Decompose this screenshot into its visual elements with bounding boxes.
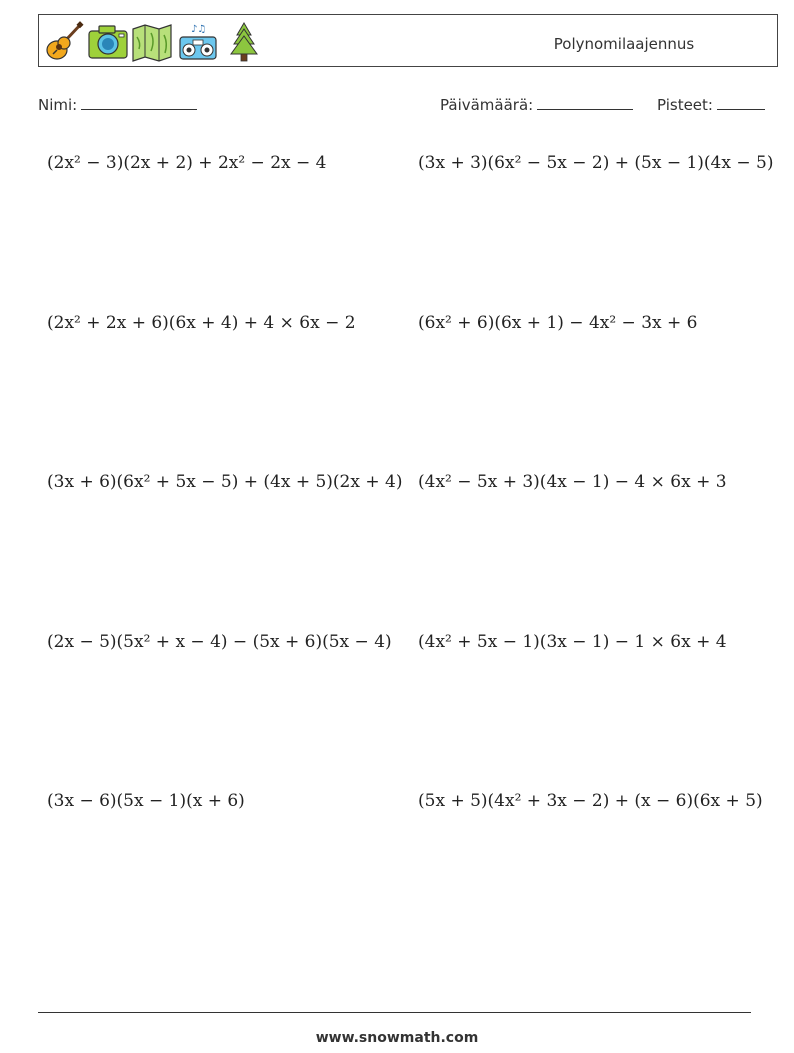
svg-text:♪♫: ♪♫	[191, 24, 207, 35]
problem-9: (3x − 6)(5x − 1)(x + 6)	[47, 791, 245, 811]
footer-divider	[38, 1012, 751, 1013]
problem-7: (2x − 5)(5x² + x − 4) − (5x + 6)(5x − 4)	[47, 632, 392, 652]
name-field[interactable]	[38, 94, 197, 114]
score-blank[interactable]	[717, 94, 765, 110]
date-field[interactable]	[440, 94, 633, 114]
tree-icon	[223, 21, 265, 63]
problem-4: (6x² + 6)(6x + 1) − 4x² − 3x + 6	[418, 313, 698, 333]
worksheet-header	[38, 14, 778, 67]
problem-6: (4x² − 5x + 3)(4x − 1) − 4 × 6x + 3	[418, 472, 727, 492]
problem-2: (3x + 3)(6x² − 5x − 2) + (5x − 1)(4x − 5)	[418, 153, 774, 173]
problem-5: (3x + 6)(6x² + 5x − 5) + (4x + 5)(2x + 4)	[47, 472, 403, 492]
radio-icon	[177, 21, 219, 63]
date-blank[interactable]	[537, 94, 633, 110]
score-label: Pisteet:	[657, 96, 713, 114]
problem-1: (2x² − 3)(2x + 2) + 2x² − 2x − 4	[47, 153, 327, 173]
problem-8: (4x² + 5x − 1)(3x − 1) − 1 × 6x + 4	[418, 632, 727, 652]
problem-3: (2x² + 2x + 6)(6x + 4) + 4 × 6x − 2	[47, 313, 356, 333]
guitar-icon	[43, 21, 85, 63]
name-blank[interactable]	[81, 94, 197, 110]
date-label: Päivämäärä:	[440, 96, 534, 114]
problem-10: (5x + 5)(4x² + 3x − 2) + (x − 6)(6x + 5)	[418, 791, 763, 811]
score-field[interactable]	[657, 94, 765, 114]
camera-icon	[87, 21, 129, 63]
worksheet-title: Polynomilaajennus	[553, 35, 695, 53]
map-icon	[131, 21, 173, 63]
name-label: Nimi:	[38, 96, 78, 114]
footer-url: www.snowmath.com	[315, 1030, 479, 1046]
